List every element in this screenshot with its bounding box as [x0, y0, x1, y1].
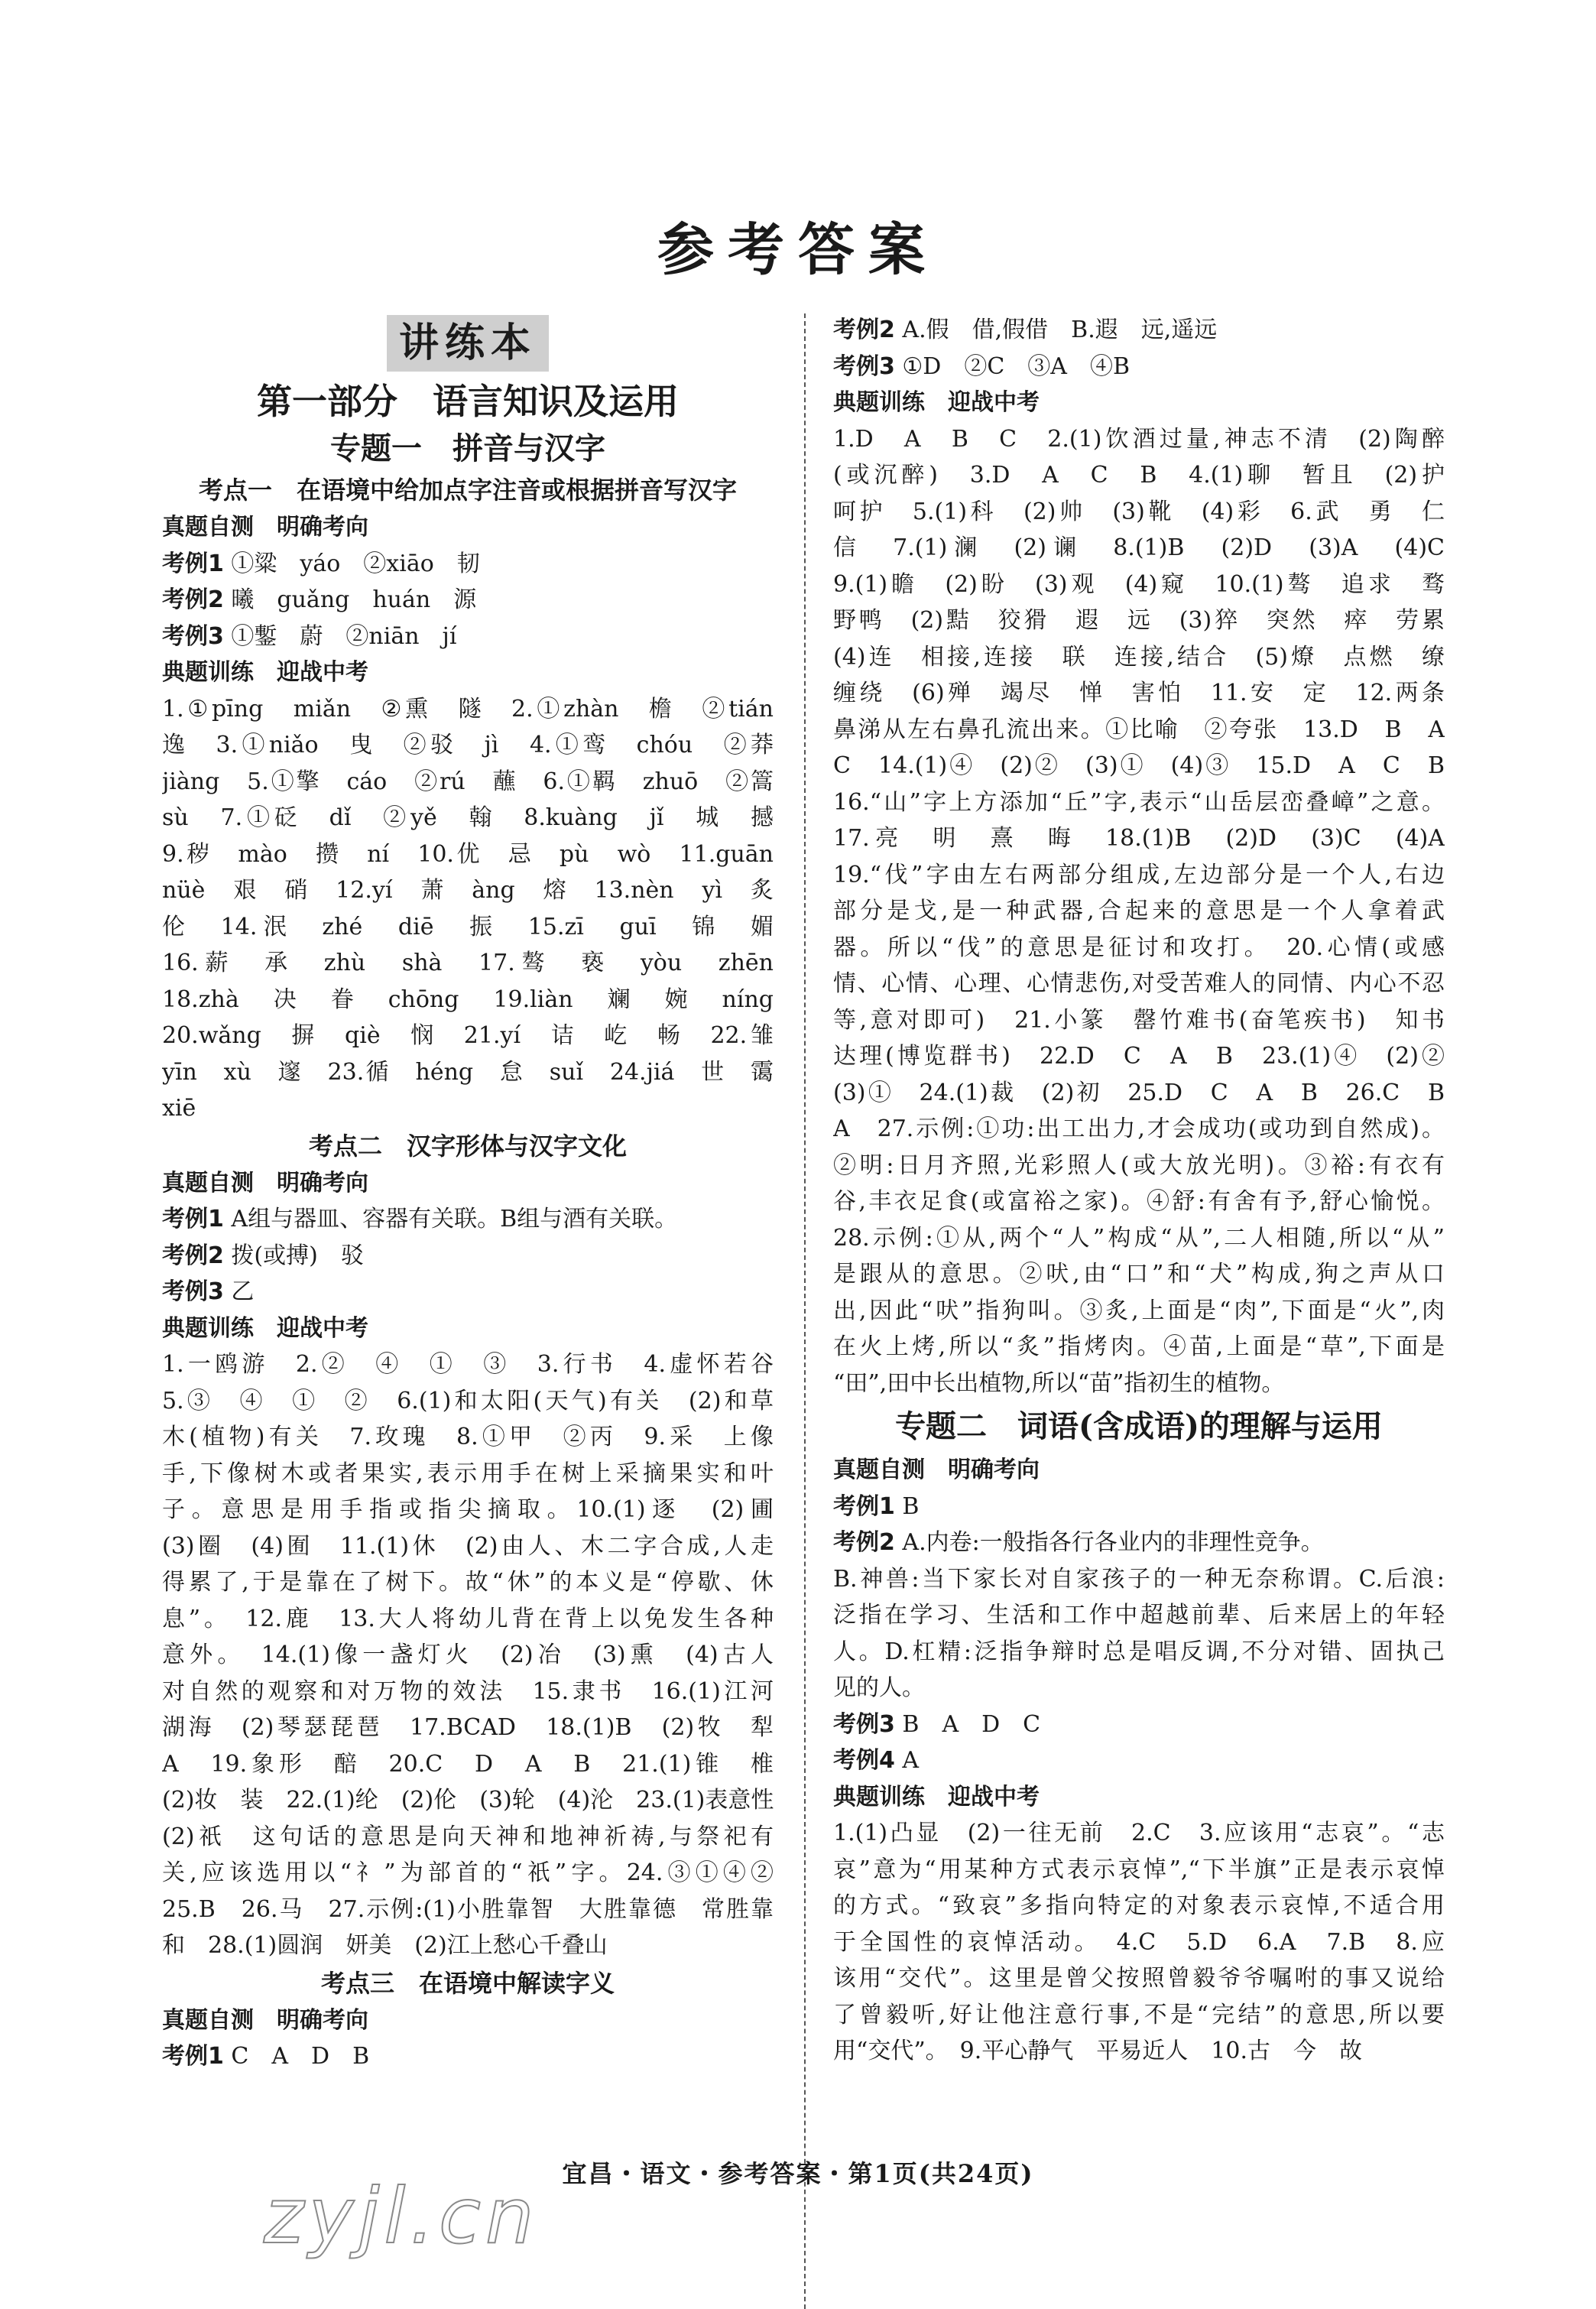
example-label: 考例4: [833, 1747, 895, 1774]
answer-line: [162, 1274, 774, 1310]
answer-line: 16.“山”字上方添加“丘”字,表示“山岳层峦叠嶂”之意。: [833, 788, 1445, 816]
answer-line: ②明:日月齐照,光彩照人(或大放光明)。③裕:有衣有: [833, 1151, 1445, 1179]
answer-line: 9.秽 mào 攒 ní 10.优 忌 pù wò 11.guān: [162, 840, 774, 868]
answer-line: 逸 3.①niǎo 曳 ②驳 jì 4.①鸾 chóu ②莽: [162, 732, 774, 758]
answer-line: 情、心情、心理、心情悲伤,对受苦难人的同情、内心不忍: [833, 970, 1445, 997]
answer-line: 达理(博览群书) 22.D C A B 23.(1)④ (2)②: [833, 1043, 1445, 1070]
example-label: 考例1: [162, 1206, 224, 1232]
answer-line: 缠绕 (6)殚 竭尽 惮 害怕 11.安 定 12.两条: [833, 680, 1445, 706]
answer-text: 曦 guǎng huán 源: [223, 586, 477, 613]
example-label: 考例3: [833, 1710, 895, 1738]
answer-line: nüè 艰 硝 12.yí 萧 àng 熔 13.nèn yì 炙: [162, 877, 774, 904]
example-label: 考例2: [833, 317, 895, 343]
answer-text: ①鏨 蔚 ②niān jí: [223, 622, 457, 650]
example-label: 考例1: [162, 550, 224, 577]
answer-line: 子。意思是用手指或指尖摘取。10.(1)逐 (2)圃: [162, 1496, 774, 1523]
answer-line: (4)连 相接,连接 联 连接,结合 (5)燎 点燃 缭: [833, 643, 1445, 671]
answer-line: [162, 2038, 774, 2075]
answer-line: sù 7.①砭 dǐ ②yě 翰 8.kuàng jǐ 城 撼: [162, 804, 774, 831]
answer-line: [162, 582, 774, 619]
answer-line: 息”。 12.鹿 13.大人将幼儿背在背上以免发生各种: [162, 1605, 774, 1632]
answer-line: 是跟从的意思。②吠,由“口”和“犬”构成,狗之声从口: [833, 1261, 1445, 1288]
answer-line: 部分是戈,是一种武器,合起来的意思是一个人拿着武: [833, 898, 1445, 924]
answer-line: 谷,丰衣足食(或富裕之家)。④舒:有舍有予,舒心愉悦。: [833, 1188, 1445, 1215]
answer-line: [162, 619, 774, 655]
answer-line: (或沉醉) 3.D A C B 4.(1)聊 暂且 (2)护: [833, 462, 1445, 489]
answer-line: 器。所以“伐”的意思是征讨和攻打。 20.心情(或感: [833, 934, 1445, 961]
answer-text: 拨(或搏) 驳: [223, 1242, 364, 1269]
point3-title: 考点三 在语境中解读字义: [320, 1968, 615, 1998]
answer-line: 1.一鸥游 2.② ④ ① ③ 3.行书 4.虚怀若谷: [162, 1351, 774, 1378]
answer-line: 关,应该选用以“礻”为部首的“祇”字。24.③①④②: [162, 1859, 774, 1886]
right-column: [833, 312, 1445, 2070]
answer-line: [833, 1489, 1445, 1525]
answer-line: 泛指在学习、生活和工作中超越前辈、后来居上的年轻: [833, 1602, 1445, 1629]
section-head-dianxing: 典题训练 迎战中考: [833, 389, 1040, 416]
answer-line: 野鸭 (2)黠 狡猾 遐 远 (3)猝 突然 瘁 劳累: [833, 607, 1445, 634]
answer-line: 28.示例:①从,两个“人”构成“从”,二人相随,所以“从”: [833, 1224, 1445, 1252]
answer-line: 得累了,于是靠在了树下。故“休”的本义是“停歇、休: [162, 1569, 774, 1596]
answer-line: 1.(1)凸显 (2)一往无前 2.C 3.应该用“志哀”。“志: [833, 1820, 1445, 1846]
answer-line: C 14.(1)④ (2)② (3)① (4)③ 15.D A C B: [833, 752, 1445, 779]
left-column: [162, 312, 774, 2075]
answer-line: xiē: [162, 1095, 196, 1122]
answer-line: [833, 1525, 1445, 1561]
answer-line: 用“交代”。 9.平心静气 平易近人 10.古 今 故: [833, 2038, 1363, 2064]
answer-line: 该用“交代”。这里是曾父按照曾毅爷爷嘱咐的事又说给: [833, 1965, 1445, 1992]
answer-text: A: [894, 1747, 920, 1774]
answer-line: [162, 1238, 774, 1275]
section-head-zhenti: 真题自测 明确考向: [162, 2006, 368, 2034]
answer-line: 18.zhà 决 眷 chōng 19.liàn 斓 婉 níng: [162, 986, 774, 1013]
answer-text: A.假 借,假借 B.遐 远,遥远: [894, 317, 1218, 343]
section-head-dianxing: 典题训练 迎战中考: [833, 1783, 1040, 1811]
answer-line: 5.③ ④ ① ② 6.(1)和太阳(天气)有关 (2)和草: [162, 1387, 774, 1414]
section-head-dianxing: 典题训练 迎战中考: [162, 1314, 368, 1342]
answer-line: “田”,田中长出植物,所以“苗”指初生的植物。: [833, 1369, 1285, 1397]
answer-text: ①D ②C ③A ④B: [894, 352, 1130, 380]
topic2-title: 专题二 词语(含成语)的理解与运用: [895, 1408, 1383, 1444]
section-head-dianxing: 典题训练 迎战中考: [162, 659, 368, 686]
answer-line: 伦 14.泯 zhé diē 振 15.zī guī 锦 媚: [162, 913, 774, 940]
watermark: zyjl.cn: [264, 2171, 539, 2261]
answer-line: [833, 312, 1445, 349]
answer-line: 16.薪 承 zhù shà 17.骜 亵 yòu zhēn: [162, 950, 774, 976]
answer-line: 等,意对即可) 21.小篆 罄竹难书(奋笔疾书) 知书: [833, 1006, 1445, 1034]
answer-line: [833, 1707, 1445, 1743]
answer-line: 出,因此“吠”指狗叫。③炙,上面是“肉”,下面是“火”,肉: [833, 1297, 1445, 1324]
answer-line: (2)妆 装 22.(1)纶 (2)伦 (3)轮 (4)沦 23.(1)表意性: [162, 1787, 774, 1814]
point1-title: 考点一 在语境中给加点字注音或根据拼音写汉字: [198, 476, 737, 505]
part-title: 第一部分 语言知识及运用: [257, 381, 679, 422]
answer-line: 和 28.(1)圆润 妍美 (2)江上愁心千叠山: [162, 1932, 608, 1959]
answer-line: 人。D.杠精:泛指争辩时总是唱反调,不分对错、固执己: [833, 1638, 1445, 1665]
answer-line: 湖海 (2)琴瑟琵琶 17.BCAD 18.(1)B (2)牧 犁: [162, 1714, 774, 1741]
answer-line: 19.“伐”字由左右两部分组成,左边部分是一个人,右边: [833, 861, 1445, 888]
answer-line: jiàng 5.①擎 cáo ②rú 蘸 6.①羁 zhuō ②篙: [162, 768, 774, 795]
answer-line: 木(植物)有关 7.玫瑰 8.①甲 ②丙 9.采 上像: [162, 1424, 774, 1450]
section-head-zhenti: 真题自测 明确考向: [833, 1457, 1040, 1483]
answer-line: 鼻涕从左右鼻孔流出来。①比喻 ②夸张 13.D B A: [833, 716, 1445, 743]
topic1-title: 专题一 拼音与汉字: [330, 430, 605, 466]
answer-line: [162, 1201, 774, 1238]
answer-line: 意外。 14.(1)像一盏灯火 (2)冶 (3)熏 (4)古人: [162, 1642, 774, 1668]
column-divider: [804, 313, 806, 2309]
answer-line: 在火上烤,所以“炙”指烤肉。④苗,上面是“草”,下面是: [833, 1333, 1445, 1360]
answer-line: B.神兽:当下家长对自家孩子的一种无奈称谓。C.后浪:: [833, 1565, 1445, 1593]
answer-line: [162, 546, 774, 583]
answer-line: A 27.示例:①功:出工出力,才会成功(或功到自然成)。: [833, 1116, 1445, 1142]
answer-line: A 19.象形 醅 20.C D A B 21.(1)锥 椎: [162, 1750, 774, 1778]
example-label: 考例2: [162, 586, 224, 613]
answer-line: 对自然的观察和对万物的效法 15.隶书 16.(1)江河: [162, 1677, 774, 1705]
example-label: 考例3: [162, 1278, 224, 1305]
section-head-zhenti: 真题自测 明确考向: [162, 514, 368, 541]
answer-line: 了曾毅听,好让他注意行事,不是“完结”的意思,所以要: [833, 2001, 1445, 2028]
example-label: 考例2: [833, 1529, 895, 1556]
example-label: 考例1: [833, 1492, 895, 1520]
point2-title: 考点二 汉字形体与汉字文化: [308, 1131, 627, 1161]
answer-text: C A D B: [223, 2043, 370, 2070]
answer-text: B A D C: [894, 1710, 1041, 1738]
answer-text: A组与器皿、容器有关联。B组与酒有关联。: [223, 1206, 678, 1232]
answer-line: 9.(1)瞻 (2)盼 (3)观 (4)窥 10.(1)骜 追求 骛: [833, 570, 1445, 598]
answer-line: 20.wǎng 摒 qiè 悯 21.yí 诘 屹 畅 22.雏: [162, 1022, 774, 1049]
page-title: 参考答案: [657, 217, 939, 283]
answer-line: 的方式。“致哀”多指向特定的对象表示哀悼,不适合用: [833, 1892, 1445, 1919]
answer-text: B: [894, 1492, 920, 1520]
answer-line: 见的人。: [833, 1674, 925, 1701]
answer-line: 信 7.(1)澜 (2)谰 8.(1)B (2)D (3)A (4)C: [833, 534, 1445, 561]
answer-line: 1.D A B C 2.(1)饮酒过量,神志不清 (2)陶醉: [833, 425, 1445, 453]
answer-line: 25.B 26.马 27.示例:(1)小胜靠智 大胜靠德 常胜靠: [162, 1895, 774, 1923]
answer-line: 手,下像树木或者果实,表示用手在树上采摘果实和叶: [162, 1460, 774, 1487]
answer-text: ①粱 yáo ②xiāo 韧: [223, 550, 480, 577]
book-title: 讲练本: [387, 315, 549, 372]
answer-text: A.内卷:一般指各行各业内的非理性竞争。: [894, 1529, 1324, 1556]
answer-line: 哀”意为“用某种方式表示哀悼”,“下半旗”正是表示哀悼: [833, 1856, 1445, 1883]
answer-line: (3)圈 (4)囿 11.(1)休 (2)由人、木二字合成,人走: [162, 1532, 774, 1560]
answer-line: 1.①pīng miǎn ②熏 隧 2.①zhàn 檐 ②tián: [162, 695, 774, 723]
answer-line: [833, 349, 1445, 385]
answer-line: 17.亮 明 熹 晦 18.(1)B (2)D (3)C (4)A: [833, 825, 1445, 852]
answer-line: [833, 1742, 1445, 1779]
page-footer: 宜昌・语文・参考答案・第1页(共24页): [562, 2159, 1034, 2188]
example-label: 考例3: [162, 622, 224, 650]
answer-line: yīn xù 邃 23.循 héng 怠 suǐ 24.jiá 世 霭: [162, 1058, 774, 1086]
answer-text: 乙: [223, 1278, 255, 1305]
section-head-zhenti: 真题自测 明确考向: [162, 1169, 368, 1197]
answer-line: 呵护 5.(1)科 (2)帅 (3)靴 (4)彩 6.武 勇 仁: [833, 498, 1445, 525]
example-label: 考例1: [162, 2043, 224, 2070]
answer-line: (3)① 24.(1)裁 (2)初 25.D C A B 26.C B: [833, 1079, 1445, 1106]
example-label: 考例3: [833, 352, 895, 380]
answer-line: 于全国性的哀悼活动。 4.C 5.D 6.A 7.B 8.应: [833, 1928, 1445, 1956]
answer-line: (2)祇 这句话的意思是向天神和地神祈祷,与祭祀有: [162, 1823, 774, 1850]
example-label: 考例2: [162, 1242, 224, 1269]
